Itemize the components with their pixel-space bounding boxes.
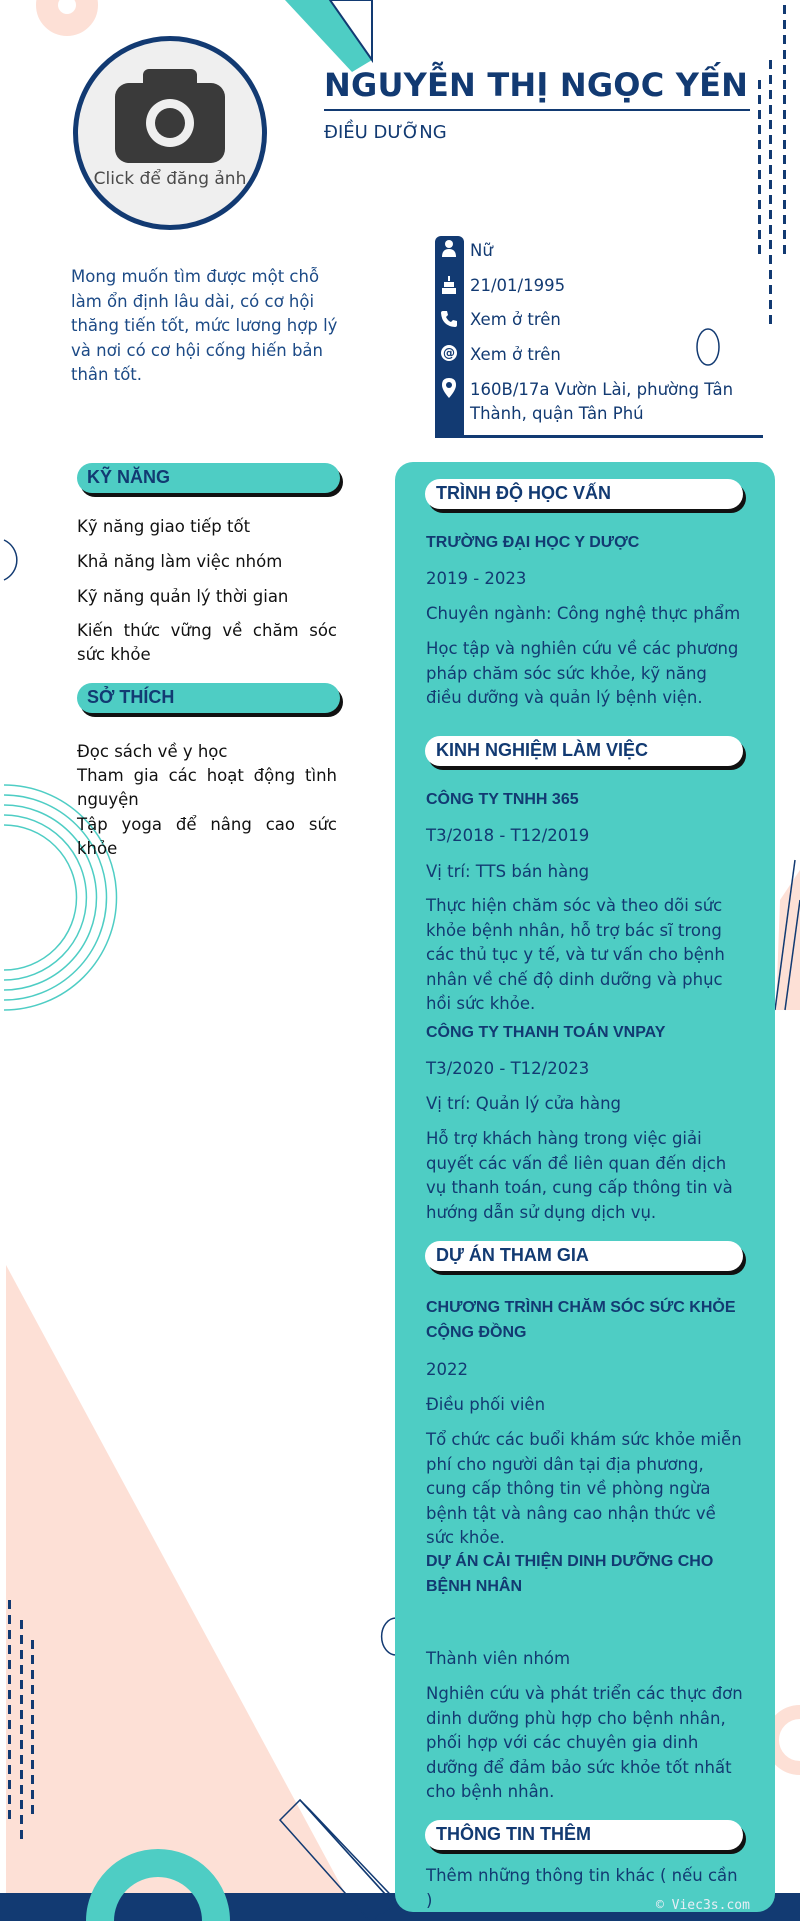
peach-ring-top [47,0,87,25]
camera-icon [115,67,225,163]
career-objective: Mong muốn tìm được một chỗ làm ổn định lâu dài, có cơ hội thăng tiến tốt, mức lương hợp lý và nơi có cơ hội cống hiến bản thân tốt. [71,267,338,384]
projects-title: DỰ ÁN THAM GIA [436,1245,589,1265]
experience-title: KINH NGHIỆM LÀM VIỆC [436,740,649,760]
at-icon [439,343,459,363]
additional-text: Thêm những thông tin khác ( nếu cần ) [426,1866,738,1910]
skill-item: Kỹ năng giao tiếp tốt [77,517,251,536]
name-divider [324,109,750,111]
job-title: ĐIỀU DƯỠNG [324,122,447,143]
project-name: DỰ ÁN CẢI THIỆN DINH DƯỠNG CHO BỆNH NHÂN [426,1553,714,1595]
projects-heading [425,1241,743,1271]
hobby-item: Tập yoga để nâng cao sức khỏe [77,815,337,858]
skill-item: Kỹ năng quản lý thời gian [77,587,289,606]
education-heading [425,479,743,509]
job-company: CÔNG TY TNHH 365 [426,791,579,808]
dots-top-right [758,5,786,324]
experience-heading [425,736,743,766]
avatar-upload[interactable] [73,36,267,230]
peach-triangle [6,1265,360,1921]
job-description: Hỗ trợ khách hàng trong việc giải quyết các vấn đề liên quan đến dịch vụ thanh toán, cung cấp thông tin và hướng dẫn sử dụng dịch vụ. [426,1129,733,1222]
outline-arc-left [4,540,17,580]
hobbies-title: SỞ THÍCH [87,687,175,707]
svg-text:@: @ [443,346,455,360]
project-name: CHƯƠNG TRÌNH CHĂM SÓC SỨC KHỎE CỘNG ĐỒNG [426,1299,736,1341]
project-role: Thành viên nhóm [426,1649,571,1668]
watermark: © Viec3s.com [656,1898,750,1913]
additional-title: THÔNG TIN THÊM [436,1824,591,1844]
skills-heading [77,463,340,493]
hobby-item: Đọc sách về y học [77,742,228,761]
education-period: 2019 - 2023 [426,569,527,588]
contact-icon-bar [435,236,464,438]
contact-address: 160B/17a Vườn Lài, phường Tân Thành, quận Tân Phú [470,380,734,423]
hobby-item: Tham gia các hoạt động tình nguyện [77,766,337,809]
job-description: Thực hiện chăm sóc và theo dõi sức khỏe bệnh nhân, hỗ trợ bác sĩ trong các thủ tục y tế, và tư vấn cho bệnh nhân về chế độ dinh dưỡng và phục hồi sức khỏe. [426,896,725,1013]
skill-item: Khả năng làm việc nhóm [77,552,283,571]
job-period: T3/2020 - T12/2023 [426,1059,590,1078]
project-description: Tổ chức các buổi khám sức khỏe miễn phí cho người dân tại địa phương, cung cấp thông tin về phòng ngừa bệnh tật và nâng cao nhận thức về sức khỏe. [426,1430,742,1547]
outline-arc-mid [382,1618,396,1655]
job-position: Vị trí: TTS bán hàng [426,862,590,881]
project-description: Nghiên cứu và phát triển các thực đơn dinh dưỡng phù hợp cho bệnh nhân, phối hợp với các chuyên gia dinh dưỡng để đảm bảo sức khỏe tốt nhất cho bệnh nhân. [426,1684,743,1801]
location-pin-icon [439,378,459,398]
avatar-caption: Click để đăng ảnh [93,169,247,189]
education-school: TRƯỜNG ĐẠI HỌC Y DƯỢC [426,534,640,551]
project-role: Điều phối viên [426,1395,546,1414]
education-major: Chuyên ngành: Công nghệ thực phẩm [426,604,741,623]
contact-email[interactable]: Xem ở trên [470,345,561,364]
job-company: CÔNG TY THANH TOÁN VNPAY [426,1024,666,1041]
education-description: Học tập và nghiên cứu về các phương pháp chăm sóc sức khỏe, kỹ năng điều dưỡng và quản lý bệnh viện. [426,639,739,707]
contact-gender: Nữ [470,241,493,260]
candidate-name: NGUYỄN THỊ NGỌC YẾN [324,66,749,104]
contact-divider [435,435,763,438]
cake-icon [439,275,459,295]
job-period: T3/2018 - T12/2019 [426,826,590,845]
project-year: 2022 [426,1360,468,1379]
person-icon [439,238,459,258]
job-position: Vị trí: Quản lý cửa hàng [426,1094,621,1113]
contact-birthday: 21/01/1995 [470,276,566,295]
phone-icon [439,309,459,329]
teal-block-top [285,0,372,72]
skill-item: Kiến thức vững về chăm sóc sức khỏe [77,621,337,664]
education-title: TRÌNH ĐỘ HỌC VẤN [436,483,611,503]
hobbies-heading [77,683,340,713]
additional-heading [425,1820,743,1850]
contact-phone[interactable]: Xem ở trên [470,310,561,329]
skills-title: KỸ NĂNG [87,467,171,487]
